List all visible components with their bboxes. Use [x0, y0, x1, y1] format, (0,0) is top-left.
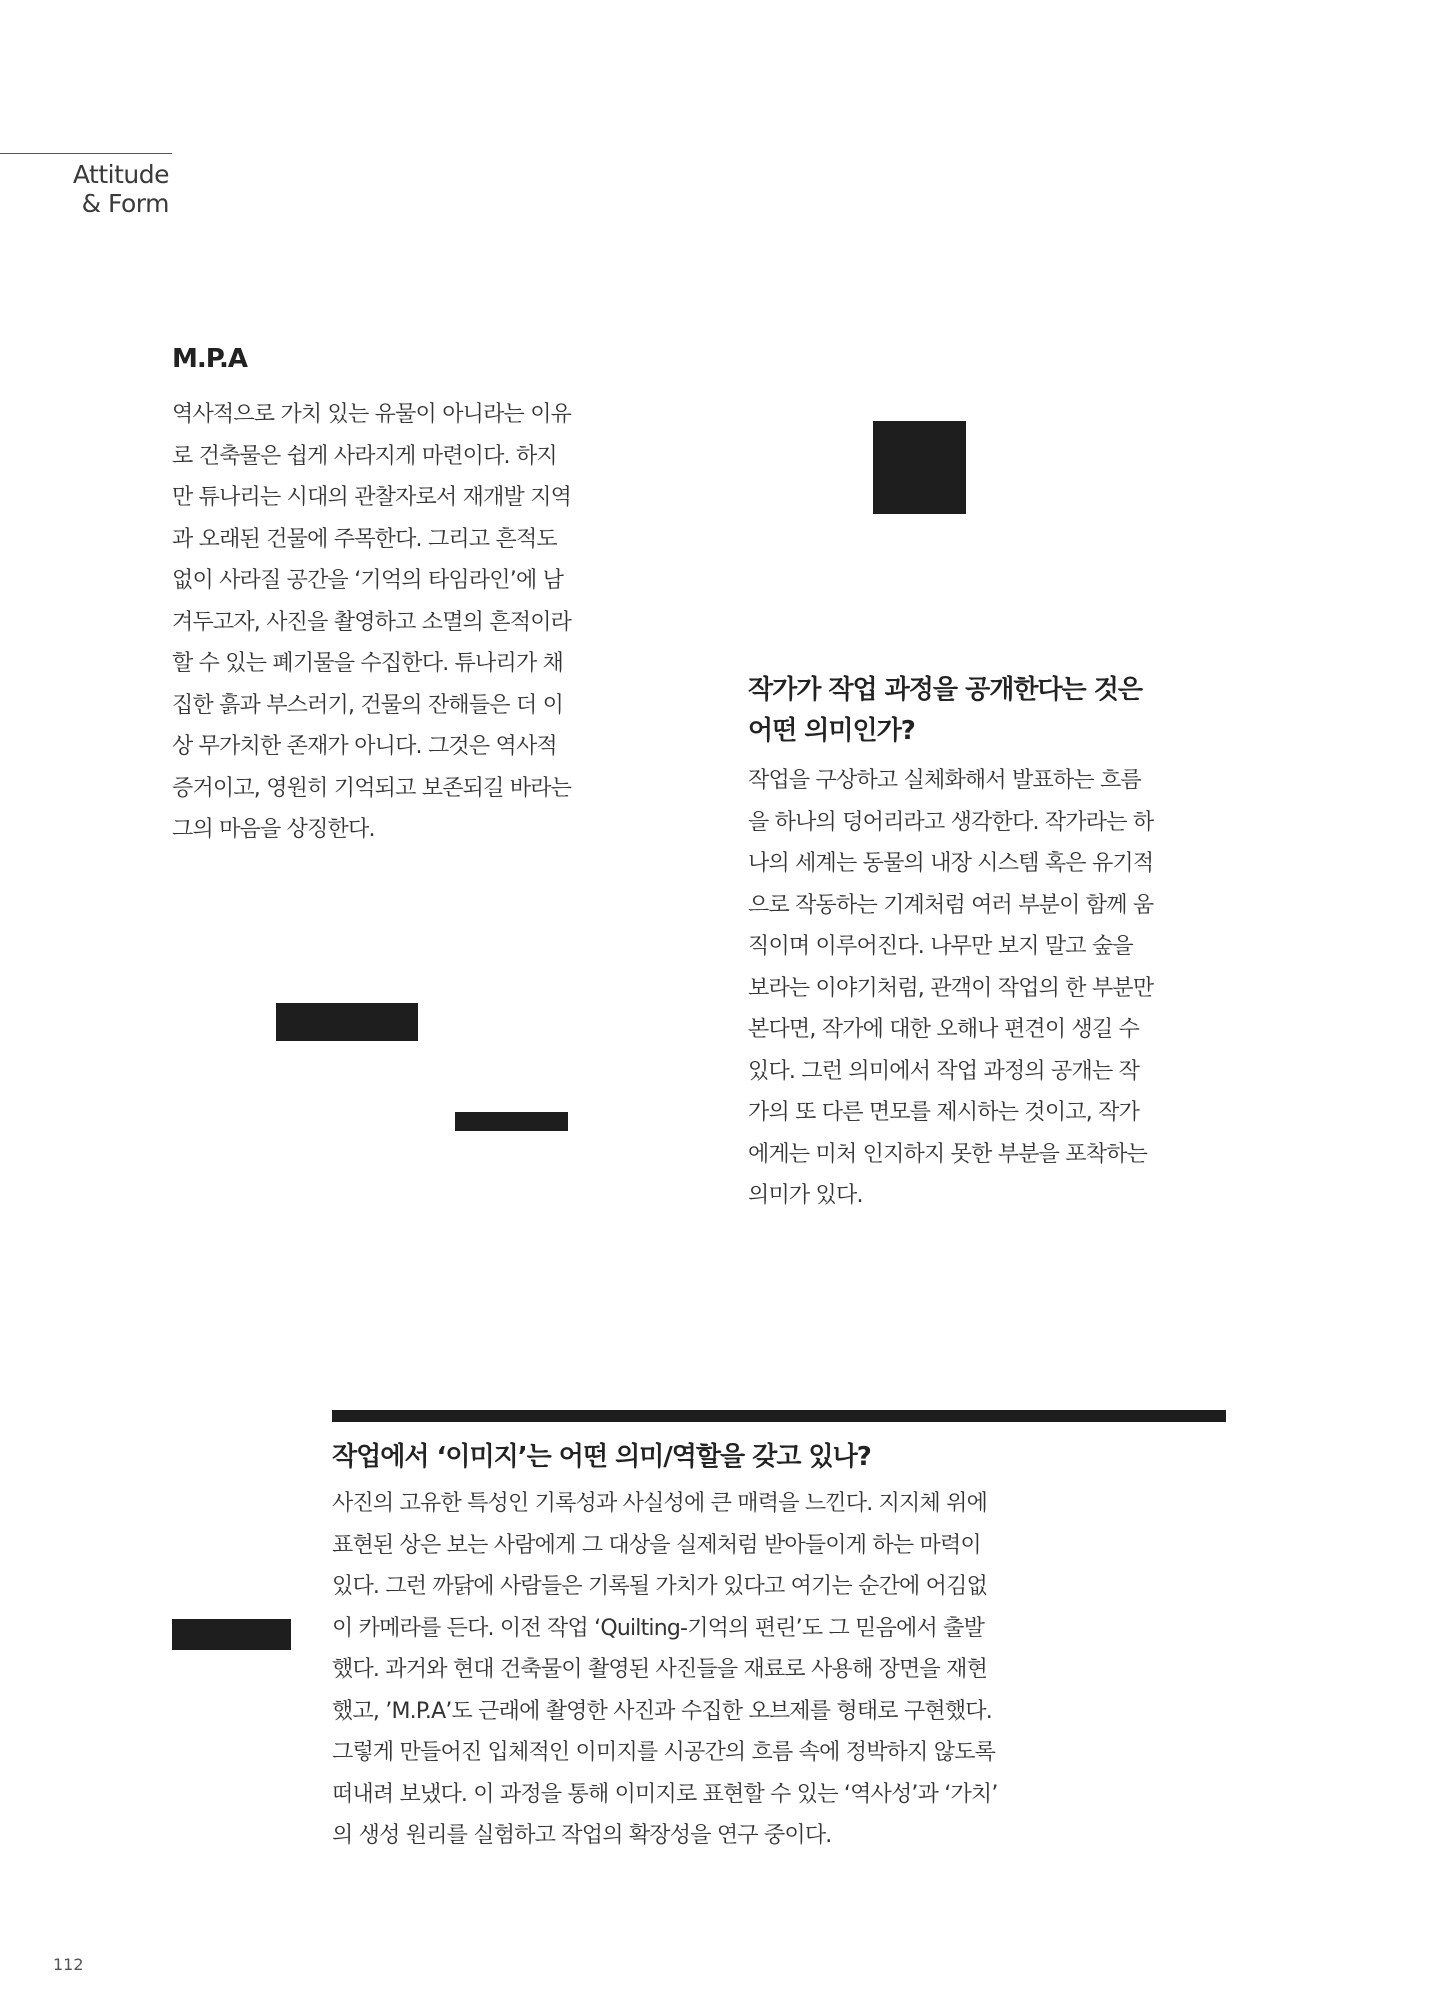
question2-line: 표현된 상은 보는 사람에게 그 대상을 실제처럼 받아들이게 하는 마력이	[332, 1532, 981, 1558]
question1-line: 나의 세계는 동물의 내장 시스템 혹은 유기적	[748, 851, 1154, 876]
question1-heading-line2: 어떤 의미인가?	[748, 716, 915, 746]
question2-line: 그렇게 만들어진 입체적인 이미지를 시공간의 흐름 속에 정박하지 않도록	[332, 1740, 996, 1765]
question2-rule	[332, 1410, 1226, 1422]
mpa-line: 만 튜나리는 시대의 관찰자로서 재개발 지역	[172, 485, 572, 510]
decorative-square	[873, 421, 966, 514]
mpa-line: 그의 마음을 상징한다.	[172, 817, 375, 842]
question1-line: 본다면, 작가에 대한 오해나 편견이 생길 수	[748, 1017, 1140, 1042]
mpa-line: 없이 사라질 공간을 ‘기억의 타임라인’에 남	[172, 568, 564, 593]
question2-line: 있다. 그런 까닭에 사람들은 기록될 가치가 있다고 여기는 순간에 어김없	[332, 1574, 988, 1599]
question2-line: 했다. 과거와 현대 건축물이 촬영된 사진들을 재료로 사용해 장면을 재현	[332, 1657, 988, 1682]
question2-line: 이 카메라를 든다. 이전 작업 ‘Quilting-기억의 편린’도 그 믿음에서 출발	[332, 1615, 985, 1641]
decorative-bar	[172, 1619, 291, 1650]
question2-line: 사진의 고유한 특성인 기록성과 사실성에 큰 매력을 느낀다. 지지체 위에	[332, 1491, 988, 1516]
mpa-line: 집한 흙과 부스러기, 건물의 잔해들은 더 이	[172, 692, 564, 718]
header-rule	[0, 153, 172, 154]
question2-line: 의 생성 원리를 실험하고 작업의 확장성을 연구 중이다.	[332, 1823, 832, 1848]
mpa-line: 과 오래된 건물에 주목한다. 그리고 흔적도	[172, 526, 557, 552]
question2-heading: 작업에서 ‘이미지’는 어떤 의미/역할을 갖고 있나?	[332, 1442, 871, 1472]
section-title-line1: Attitude	[72, 160, 169, 189]
question2-line: 했고, ’M.P.A’도 근래에 촬영한 사진과 수집한 오브제를 형태로 구현했다.	[332, 1698, 992, 1724]
mpa-line: 역사적으로 가치 있는 유물이 아니라는 이유	[172, 402, 572, 427]
mpa-line: 겨두고자, 사진을 촬영하고 소멸의 흔적이라	[172, 609, 572, 635]
question1-heading	[748, 670, 1142, 752]
section-title-line2: & Form	[81, 189, 169, 218]
mpa-line: 할 수 있는 폐기물을 수집한다. 튜나리가 채	[172, 651, 564, 676]
mpa-line: 상 무가치한 존재가 아니다. 그것은 역사적	[172, 734, 557, 759]
question1-line: 작업을 구상하고 실체화해서 발표하는 흐름	[748, 768, 1141, 793]
page-number: 112	[53, 1955, 84, 1974]
mpa-line: 증거이고, 영원히 기억되고 보존되길 바라는	[172, 775, 572, 801]
mpa-line: 로 건축물은 쉽게 사라지게 마련이다. 하지	[172, 443, 557, 469]
question1-heading-line1: 작가가 작업 과정을 공개한다는 것은	[748, 675, 1142, 705]
question1-line: 으로 작동하는 기계처럼 여러 부분이 함께 움	[748, 892, 1154, 918]
question2-line: 떠내려 보냈다. 이 과정을 통해 이미지로 표현할 수 있는 ‘역사성’과 ‘가치’	[332, 1781, 998, 1807]
question1-line: 에게는 미처 인지하지 못한 부분을 포착하는	[748, 1141, 1148, 1167]
decorative-bar	[455, 1112, 568, 1131]
question1-line: 가의 또 다른 면모를 제시하는 것이고, 작가	[748, 1100, 1140, 1125]
question1-line: 있다. 그런 의미에서 작업 과정의 공개는 작	[748, 1058, 1140, 1084]
question1-line: 을 하나의 덩어리라고 생각한다. 작가라는 하	[748, 809, 1154, 835]
question1-line: 직이며 이루어진다. 나무만 보지 말고 숲을	[748, 934, 1133, 959]
decorative-bar	[276, 1003, 418, 1041]
question1-line: 보라는 이야기처럼, 관객이 작업의 한 부분만	[748, 975, 1154, 1001]
mpa-heading: M.P.A	[172, 344, 248, 374]
question1-line: 의미가 있다.	[748, 1183, 863, 1208]
